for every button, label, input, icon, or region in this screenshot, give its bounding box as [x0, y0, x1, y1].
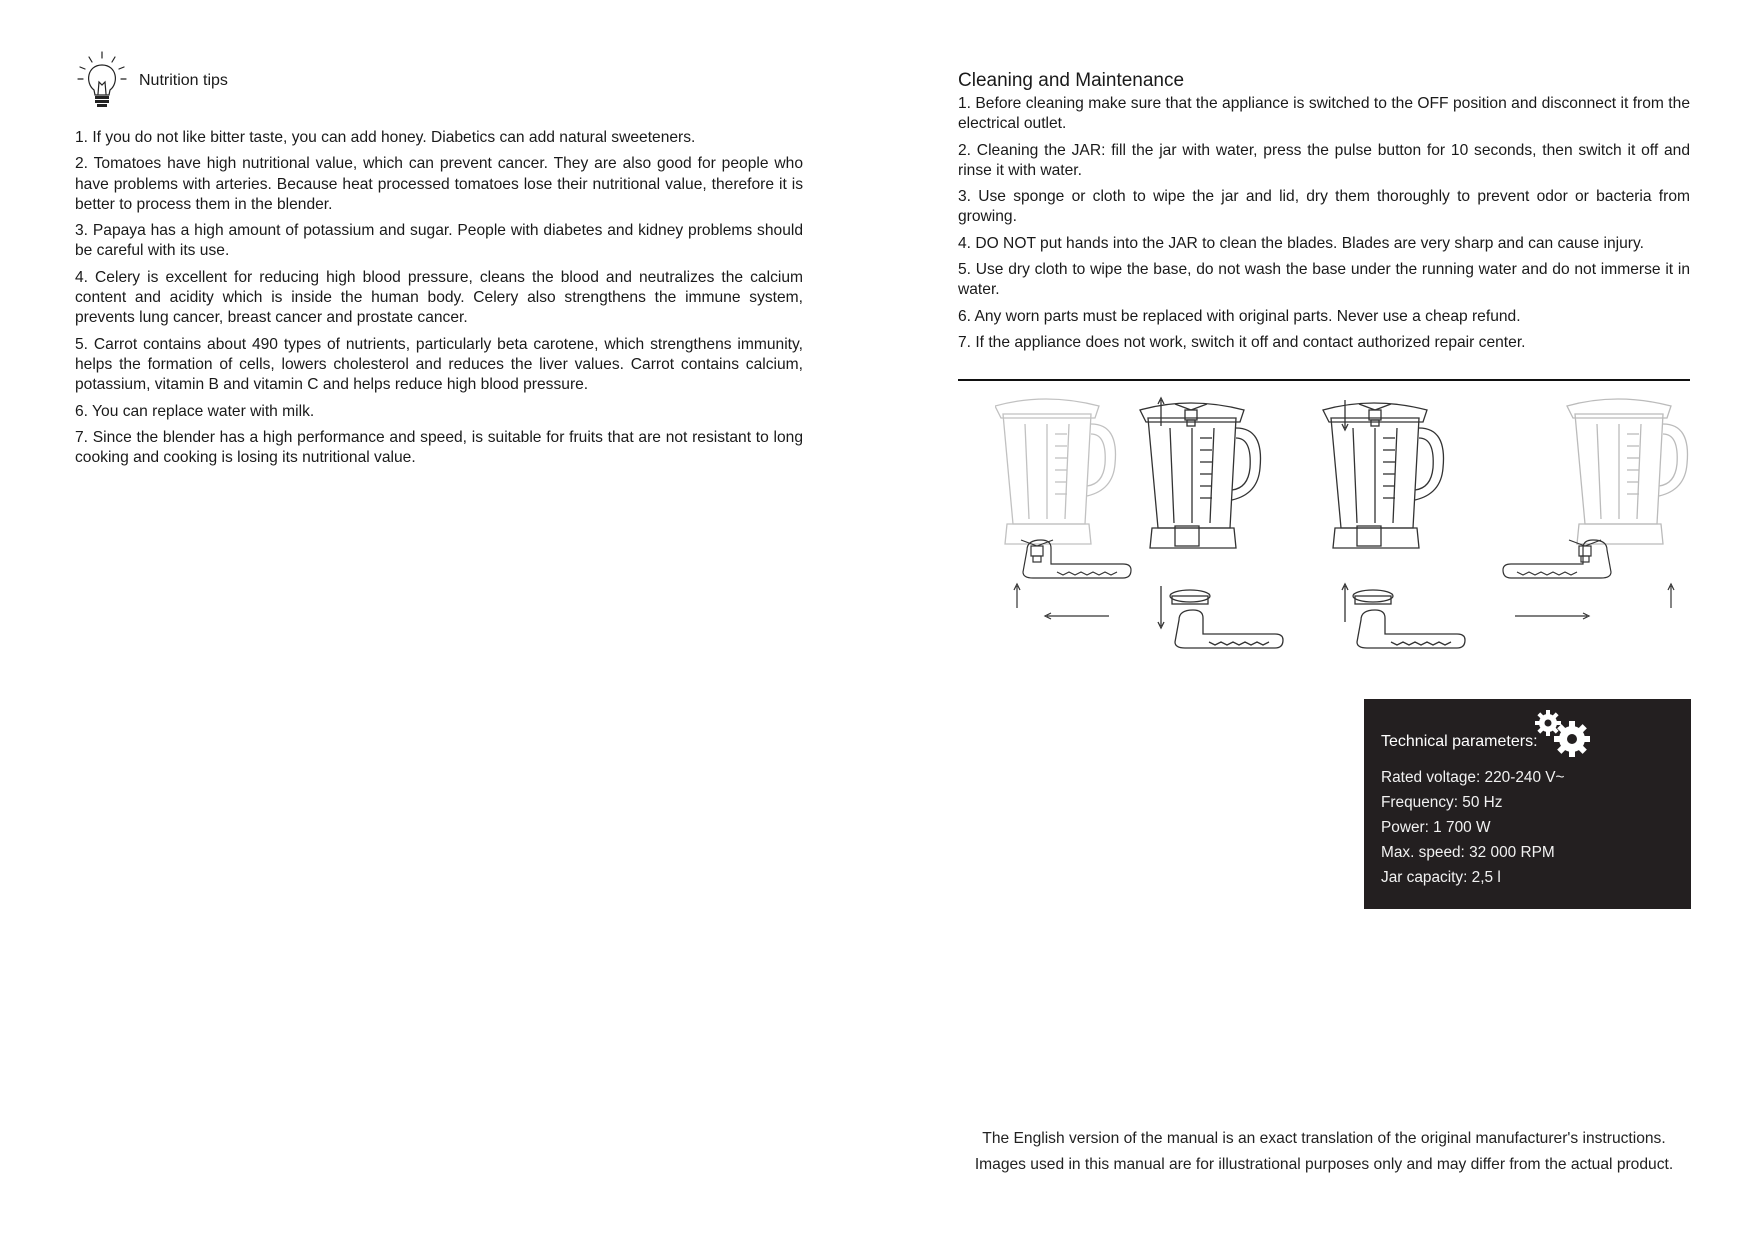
nutrition-list [75, 128, 803, 468]
spec-item: Power: 1 700 W [1381, 819, 1491, 836]
list-item: 6. You can replace water with milk. [75, 402, 315, 420]
footer-line: The English version of the manual is an exact translation of the original manufacturer's instructions. [982, 1130, 1666, 1147]
list-item: 4. DO NOT put hands into the JAR to clean the blades. Blades are very sharp and can cause injury. [958, 234, 1644, 252]
spec-item: Max. speed: 32 000 RPM [1381, 844, 1555, 861]
footer-note [958, 1126, 1690, 1178]
nutrition-header [75, 60, 803, 102]
cleaning-section [958, 70, 1690, 359]
nutrition-title: Nutrition tips [139, 72, 228, 89]
list-item: 3. Papaya has a high amount of potassium and sugar. People with diabetes and kidney problems should be careful with its use. [75, 222, 803, 260]
blender-assembly-illustration [995, 390, 1695, 652]
footer-line: Images used in this manual are for illustrational purposes only and may differ from the actual product. [974, 1156, 1674, 1173]
list-item: 5. Use dry cloth to wipe the base, do not wash the base under the running water and do not immerse it in water. [958, 261, 1690, 299]
list-item: 7. Since the blender has a high performance and speed, is suitable for fruits that are not resistant to long cooking and cooking is losing its nutritional value. [75, 428, 803, 467]
technical-title: Technical parameters: [1381, 733, 1538, 750]
list-item: 1. Before cleaning make sure that the appliance is switched to the OFF position and disconnect it from the electrical outlet. [958, 95, 1690, 133]
list-item: 3. Use sponge or cloth to wipe the jar and lid, dry them thoroughly to prevent odor or bacteria from growing. [958, 188, 1690, 226]
gears-icon [1534, 709, 1594, 759]
lightbulb-icon [73, 50, 131, 112]
spec-item: Rated voltage: 220-240 V~ [1381, 769, 1565, 786]
cleaning-list [958, 94, 1690, 353]
technical-list [1381, 765, 1565, 890]
section-divider [958, 379, 1690, 381]
nutrition-section [75, 60, 803, 474]
list-item: 1. If you do not like bitter taste, you can add honey. Diabetics can add natural sweeteners. [75, 129, 696, 146]
list-item: 4. Celery is excellent for reducing high blood pressure, cleans the blood and neutralizes the calcium content and acidity which is inside the human body. Celery also strengthens the immune system, prevents lung cancer, breast cancer and prostate cancer. [75, 268, 803, 327]
list-item: 7. If the appliance does not work, switch it off and contact authorized repair center. [958, 333, 1526, 351]
technical-parameters-box [1364, 699, 1691, 909]
list-item: 2. Cleaning the JAR: fill the jar with water, press the pulse button for 10 seconds, then switch it off and rinse it with water. [958, 141, 1690, 179]
list-item: 2. Tomatoes have high nutritional value, which can prevent cancer. They are also good for people who have problems with arteries. Because heat processed tomatoes lose their nutritional value, therefore it is better to process them in the blender. [75, 155, 803, 213]
list-item: 6. Any worn parts must be replaced with original parts. Never use a cheap refund. [958, 307, 1521, 325]
cleaning-title: Cleaning and Maintenance [958, 70, 1185, 91]
spec-item: Jar capacity: 2,5 l [1381, 869, 1501, 886]
list-item: 5. Carrot contains about 490 types of nutrients, particularly beta carotene, which strengthens immunity, helps the formation of cells, lowers cholesterol and reduces the liver values. Carrot contains calcium, potassium, vitamin B and vitamin C and helps reduce high blood pressure. [75, 335, 803, 394]
spec-item: Frequency: 50 Hz [1381, 794, 1503, 811]
